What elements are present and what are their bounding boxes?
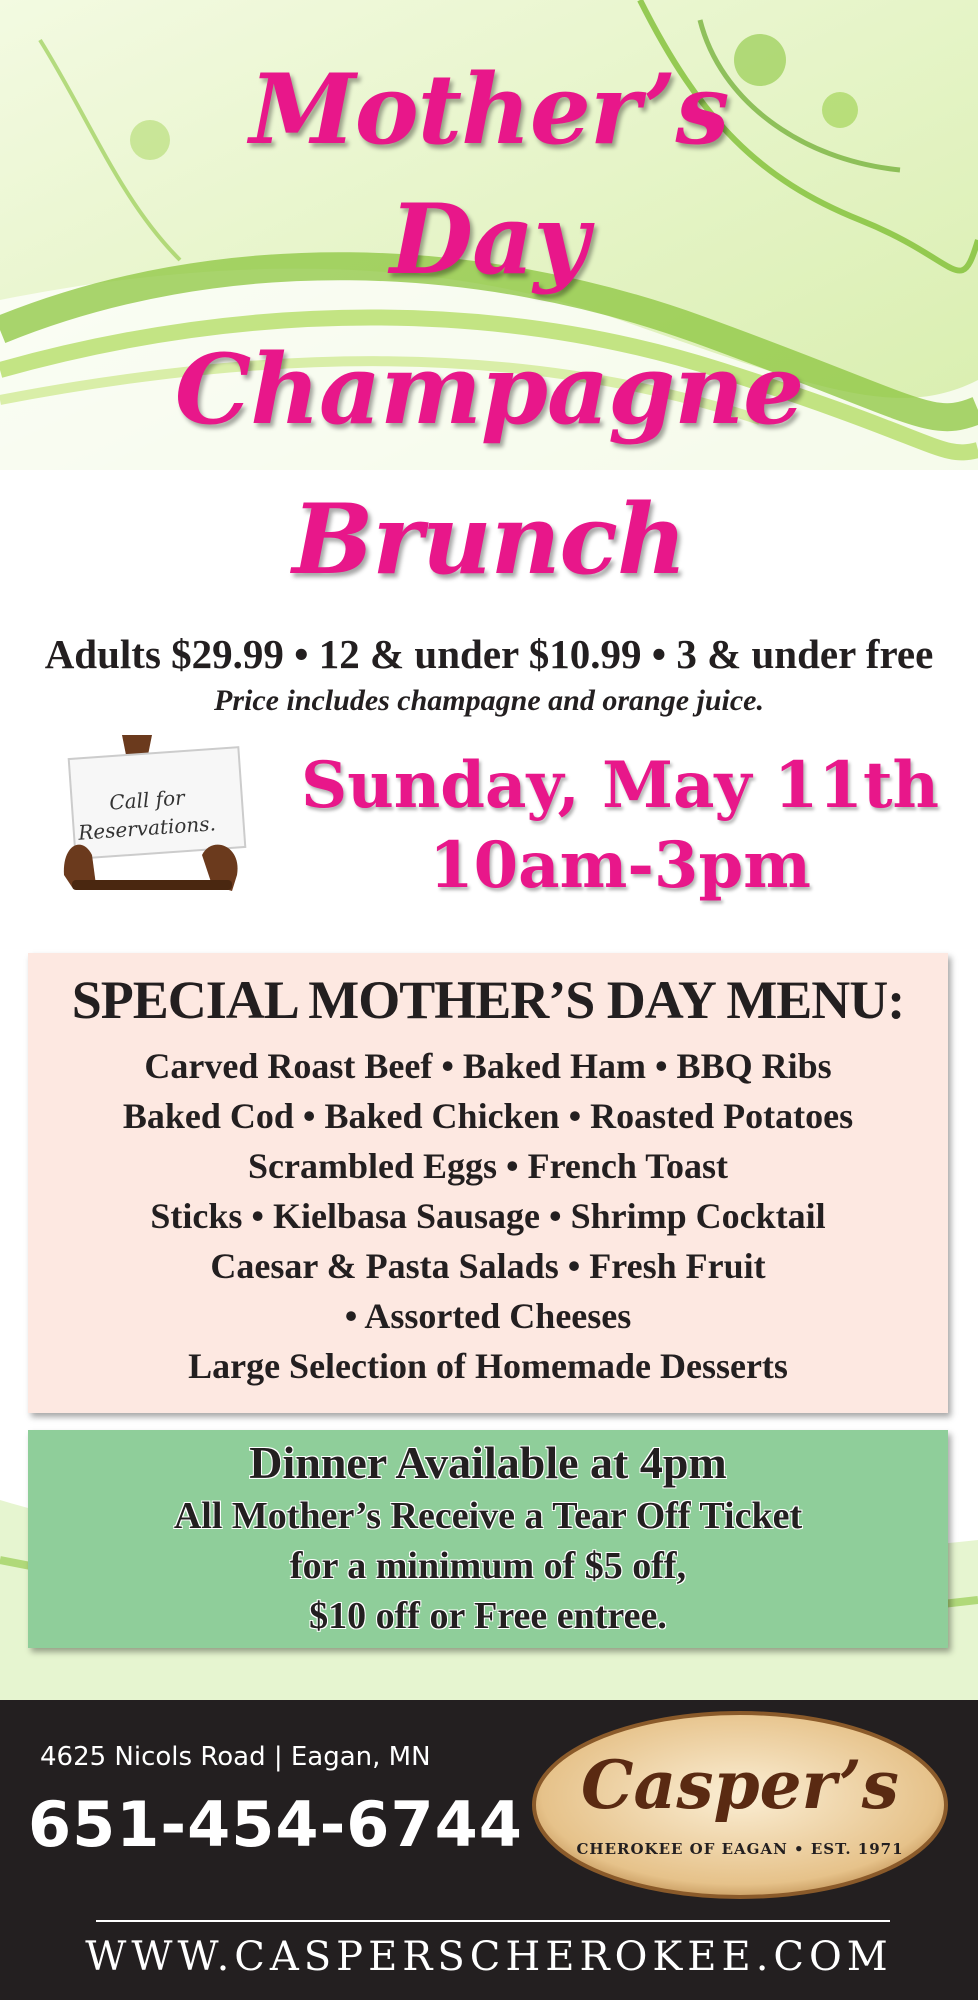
menu-panel	[28, 953, 948, 1413]
caspers-logo	[530, 1710, 950, 1900]
dinner-line-1: All Mother’s Receive a Tear Off Ticket	[173, 1495, 803, 1537]
address: 4625 Nicols Road | Eagan, MN	[40, 1742, 431, 1772]
dinner-line-2: for a minimum of $5 off,	[289, 1545, 687, 1587]
menu-line: Baked Cod • Baked Chicken • Roasted Potatoes	[122, 1096, 854, 1136]
title-line-4: Brunch	[292, 483, 686, 596]
menu-line: Large Selection of Homemade Desserts	[188, 1346, 788, 1386]
title-line-3: Champagne	[174, 333, 804, 446]
logo-name: Casper’s	[581, 1746, 899, 1824]
menu-line: Sticks • Kielbasa Sausage • Shrimp Cocktail	[150, 1196, 826, 1236]
price-list: Adults $29.99 • 12 & under $10.99 • 3 & under free	[44, 631, 934, 677]
title-line-1: Mother’s	[249, 53, 729, 166]
event-time: 10am-3pm	[429, 828, 811, 903]
sign-text-line-1: Call for	[108, 785, 186, 815]
price-note: Price includes champagne and orange juice.	[214, 684, 764, 717]
website-url[interactable]: WWW.CASPERSCHEROKEE.COM	[85, 1934, 893, 1980]
dinner-heading: Dinner Available at 4pm	[249, 1437, 727, 1488]
menu-line: • Assorted Cheeses	[344, 1296, 632, 1336]
footer	[0, 1700, 978, 2000]
event-date: Sunday, May 11th	[300, 748, 940, 823]
logo-tagline: CHEROKEE OF EAGAN • EST. 1971	[576, 1840, 904, 1858]
dinner-line-3: $10 off or Free entree.	[309, 1595, 667, 1637]
sign-text-line-2: Reservations.	[77, 811, 217, 845]
dinner-panel	[28, 1430, 948, 1648]
menu-line: Carved Roast Beef • Baked Ham • BBQ Ribs	[144, 1046, 832, 1086]
title-line-2: Day	[389, 183, 589, 296]
divider	[96, 1920, 890, 1922]
menu-heading: SPECIAL MOTHER’S DAY MENU:	[71, 970, 905, 1030]
phone-number[interactable]: 651-454-6744	[28, 1788, 523, 1861]
menu-line: Caesar & Pasta Salads • Fresh Fruit	[210, 1246, 766, 1286]
menu-line: Scrambled Eggs • French Toast	[248, 1146, 728, 1186]
